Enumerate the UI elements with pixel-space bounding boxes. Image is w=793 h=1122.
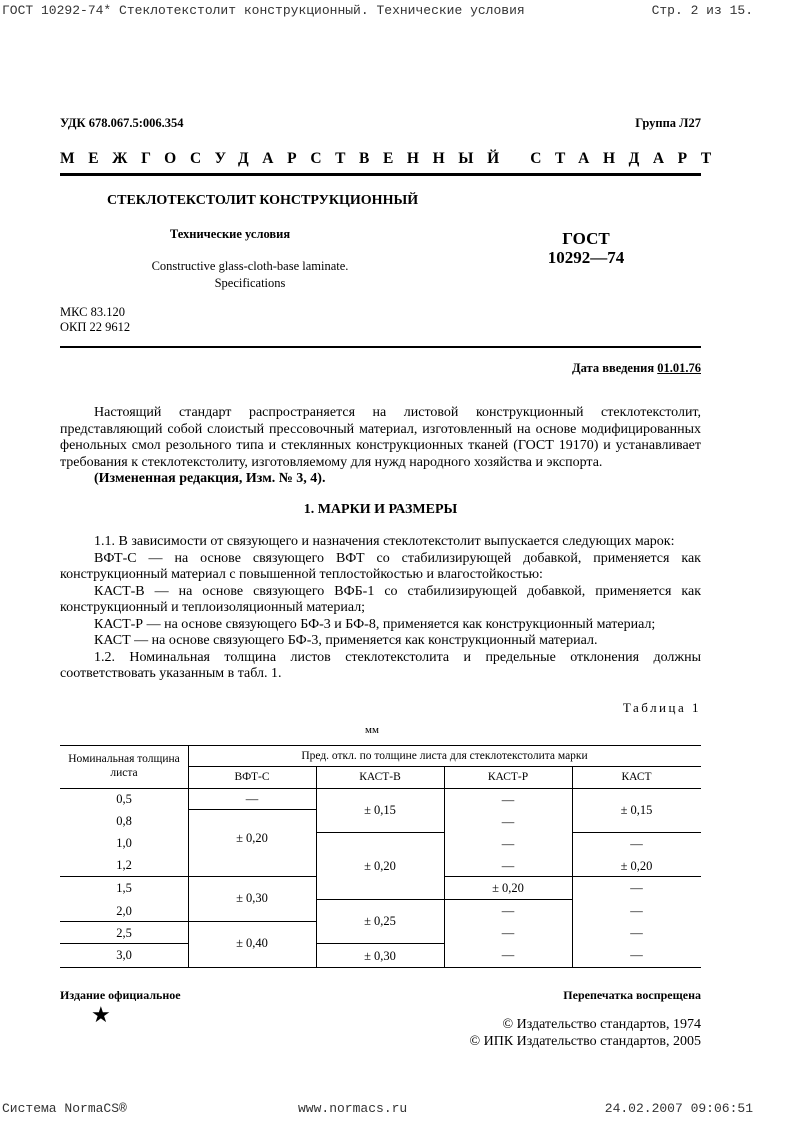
table-rule-top xyxy=(60,745,701,746)
copyright-1974: © Издательство стандартов, 1974 xyxy=(502,1017,701,1032)
star-icon: ★ xyxy=(91,1002,111,1027)
table-rule-kastv-c xyxy=(316,943,444,944)
kast-tolerance-cell: ± 0,15 xyxy=(620,803,653,817)
website-link[interactable]: www.normacs.ru xyxy=(298,1101,408,1116)
kast-tolerance-cell: — xyxy=(630,904,643,918)
header-brand-vfts: ВФТ-С xyxy=(234,771,270,783)
table-rule-kastr-a xyxy=(444,876,572,877)
introduction-date-label: Дата введения xyxy=(572,361,655,375)
kastr-tolerance-cell: — xyxy=(501,837,515,851)
document-title: СТЕКЛОТЕКСТОЛИТ КОНСТРУКЦИОННЫЙ xyxy=(107,193,419,208)
clause-1-2: 1.2. Номинальная толщина листов стеклотекстолита и предельные отклонения должны соответствовать указанным в табл. 1. xyxy=(60,649,701,681)
okp-code: ОКП 22 9612 xyxy=(60,320,131,334)
copyright-2005: © ИПК Издательство стандартов, 2005 xyxy=(469,1034,701,1049)
kastv-tolerance-cell: ± 0,30 xyxy=(364,949,396,963)
table-rule-kast-a xyxy=(572,832,701,833)
kastr-tolerance-cell: ± 0,20 xyxy=(492,881,524,895)
print-datetime: 24.02.2007 09:06:51 xyxy=(604,1101,753,1116)
document-subtitle: Технические условия xyxy=(169,227,291,241)
vfts-tolerance-cell: — xyxy=(245,792,259,806)
section-heading: 1. МАРКИ И РАЗМЕРЫ xyxy=(303,502,458,517)
thickness-cell: 1,0 xyxy=(116,836,132,850)
clause-vft-s: ВФТ-С — на основе связующего ВФТ со стабилизирующей добавкой, применяется как конструкционный материал с повышенной теплостойкостью и влагостойкостью: xyxy=(60,550,701,582)
gost-number xyxy=(520,229,652,267)
table-caption: Таблица 1 xyxy=(622,700,701,715)
official-edition-label: Издание официальное xyxy=(60,988,181,1002)
page-indicator: Стр. 2 из 15. xyxy=(651,3,753,18)
kastr-tolerance-cell: — xyxy=(501,859,515,873)
thickness-cell: 2,0 xyxy=(116,904,132,918)
table-rule-vfts-b xyxy=(188,876,316,877)
header-brand-kast: КАСТ xyxy=(621,771,652,783)
kastr-tolerance-cell: — xyxy=(501,904,515,918)
english-title xyxy=(130,258,370,292)
document-header-title: ГОСТ 10292-74* Стеклотекстолит конструкционный. Технические условия xyxy=(2,3,525,18)
table-rule-header xyxy=(60,788,701,789)
udk-code: УДК 678.067.5:006.354 xyxy=(60,116,184,130)
table-rule-thickness-c xyxy=(60,943,188,944)
kastv-tolerance-cell: ± 0,25 xyxy=(364,914,396,928)
group-code: Группа Л27 xyxy=(635,116,701,130)
table-rule-thickness-b xyxy=(60,921,188,922)
table-rule-kastv-b xyxy=(316,899,444,900)
reprint-prohibited-label: Перепечатка воспрещена xyxy=(563,988,701,1002)
header-brand-kastr: КАСТ-Р xyxy=(487,771,529,783)
thickness-cell: 3,0 xyxy=(116,948,132,962)
amendment-note: (Измененная редакция, Изм. № 3, 4). xyxy=(94,471,326,486)
clause-kast: КАСТ — на основе связующего БФ-3, применяется как конструкционный материал. xyxy=(94,633,598,648)
table-rule-vfts-c xyxy=(188,921,316,922)
section-1-body xyxy=(60,534,701,683)
table-rule-kastv-a xyxy=(316,832,444,833)
kastv-tolerance-cell: ± 0,20 xyxy=(364,859,396,873)
introduction-date xyxy=(572,361,701,376)
classification-codes xyxy=(60,305,130,335)
kastr-tolerance-cell: — xyxy=(501,793,515,807)
kastv-tolerance-cell: ± 0,15 xyxy=(364,803,396,817)
vfts-tolerance-cell: ± 0,20 xyxy=(236,831,268,845)
system-name: Система NormaCS® xyxy=(2,1101,127,1116)
title-rule xyxy=(60,346,701,348)
clause-kast-r: КАСТ-Р — на основе связующего БФ-3 и БФ-8, применяется как конструкционный материал; xyxy=(94,616,656,632)
header-brand-kastv: КАСТ-В xyxy=(359,771,401,783)
intro-paragraph: Настоящий стандарт распространяется на листовой конструкционный стеклотекстолит, представляющий собой слоистый прессовочный материал, изготовленный на основе модифицированных фенольных смол резольного типа и стеклянных конструкционных тканей (ГОСТ 19170) и устанавливает требования к стеклотекстолиту, изготовляемому для нужд народного хозяйства и экспорта. xyxy=(60,405,701,470)
tolerance-table xyxy=(60,745,701,967)
intro-section xyxy=(60,405,701,488)
kast-tolerance-cell: ± 0,20 xyxy=(620,859,653,873)
copyright-block xyxy=(469,1016,701,1050)
header-nominal-thickness: Номинальная толщина листа xyxy=(68,753,180,779)
thickness-cell: 1,5 xyxy=(116,881,132,895)
table-unit: мм xyxy=(365,724,379,736)
table-rule-vfts-a xyxy=(188,809,316,810)
mks-code: МКС 83.120 xyxy=(60,305,125,319)
vfts-tolerance-cell: ± 0,40 xyxy=(236,936,268,950)
vfts-tolerance-cell: ± 0,30 xyxy=(236,891,268,905)
gost-code: 10292—74 xyxy=(547,248,625,267)
thickness-cell: 2,5 xyxy=(116,926,132,940)
standard-banner: МЕЖГОСУДАРСТВЕННЫЙ СТАНДАРТ xyxy=(60,150,725,167)
english-title-line-2: Specifications xyxy=(214,276,286,290)
clause-1-1: 1.1. В зависимости от связующего и назначения стеклотекстолит выпускается следующих марок: xyxy=(94,534,675,549)
kastr-tolerance-cell: — xyxy=(501,926,515,940)
table-rule-bottom xyxy=(60,967,701,968)
thickness-cell: 0,5 xyxy=(116,792,132,806)
kastr-tolerance-cell: — xyxy=(501,948,515,962)
english-title-line-1: Constructive glass-cloth-base laminate. xyxy=(151,259,349,273)
gost-label: ГОСТ xyxy=(562,229,610,248)
header-tolerance-group: Пред. откл. по толщине листа для стеклотекстолита марки xyxy=(301,750,588,762)
thickness-cell: 1,2 xyxy=(116,858,132,872)
banner-rule xyxy=(60,173,701,176)
kast-tolerance-cell: — xyxy=(630,881,643,895)
kast-tolerance-cell: — xyxy=(630,926,643,940)
kastr-tolerance-cell: — xyxy=(501,815,515,829)
table-rule-kastr-b xyxy=(444,899,572,900)
clause-kast-v: КАСТ-В — на основе связующего ВФБ-1 со стабилизирующей добавкой, применяется как конструкционный и теплоизоляционный материал; xyxy=(60,583,701,615)
kast-tolerance-cell: — xyxy=(630,837,643,851)
introduction-date-value: 01.01.76 xyxy=(657,361,701,375)
kast-tolerance-cell: — xyxy=(630,948,643,962)
table-rule-thickness-a xyxy=(60,876,188,877)
thickness-cell: 0,8 xyxy=(116,814,132,828)
table-rule-kast-b xyxy=(572,876,701,877)
